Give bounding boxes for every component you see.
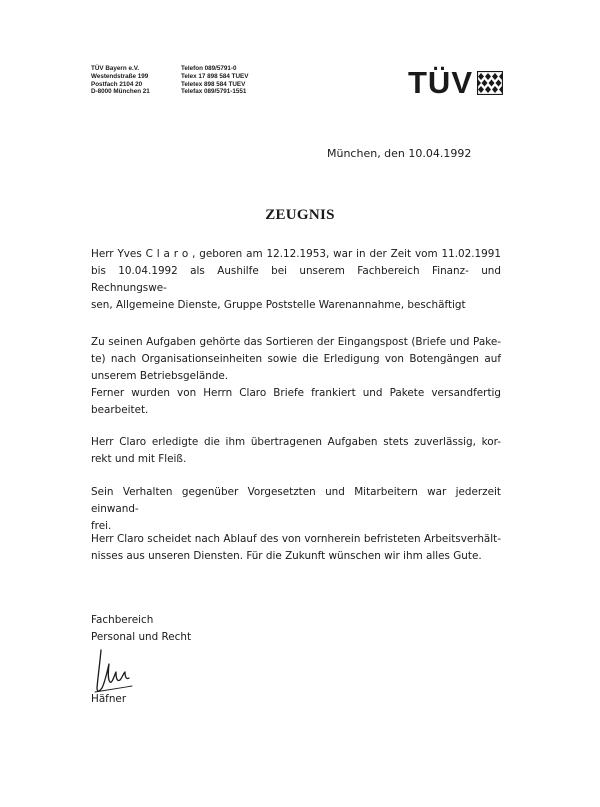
text-line: Herr Claro scheidet nach Ablauf des von vornherein befristeten Arbeitsverhält- (91, 533, 501, 545)
tuev-bavaria-lozenge-icon (477, 71, 503, 95)
sender-line: D-8000 München 21 (91, 88, 150, 96)
paragraph (91, 434, 501, 468)
department-line: Fachbereich (91, 614, 154, 626)
paragraph (91, 531, 501, 565)
sender-line: TÜV Bayern e.V. (91, 65, 140, 72)
contact-info (181, 65, 248, 96)
document-title: ZEUGNIS (265, 207, 335, 223)
text-line: nisses aus unseren Diensten. Für die Zukunft wünschen wir ihm alles Gute. (91, 550, 482, 562)
text-line: unserem Betriebsgelände. (91, 370, 229, 382)
text-line: bis 10.04.1992 als Aushilfe bei unserem Fachbereich Finanz- und Rechnungswe- (91, 265, 501, 294)
contact-line: Telex 17 898 584 TUEV (181, 72, 249, 80)
sender-line: Postfach 2104 20 (91, 80, 143, 88)
sender-line: Westendstraße 199 (91, 72, 149, 80)
tuev-logo (408, 65, 503, 100)
text-line: rekt und mit Fleiß. (91, 453, 187, 465)
contact-line: Telefax 089/5791-1551 (181, 88, 247, 96)
text-line: frei. (91, 520, 112, 532)
text-line: sen, Allgemeine Dienste, Gruppe Poststelle Warenannahme, beschäftigt (91, 299, 466, 311)
text-line: Ferner wurden von Herrn Claro Briefe frankiert und Pakete versandfertig (91, 387, 501, 399)
paragraph (91, 484, 501, 535)
text-line: te) nach Organisationseinheiten sowie die Erledigung von Botengängen auf (91, 353, 501, 365)
text-line: Sein Verhalten gegenüber Vorgesetzten und Mitarbeitern war jederzeit einwand- (91, 486, 501, 515)
text-line: Herr Claro erledigte die ihm übertragenen Aufgaben stets zuverlässig, kor- (91, 436, 501, 448)
sender-address (91, 65, 150, 96)
logo-text: TÜV (408, 65, 473, 100)
handwritten-signature (94, 648, 134, 694)
text-line: bearbeitet. (91, 404, 149, 416)
date-line: München, den 10.04.1992 (327, 147, 472, 160)
text-line: Herr Yves C l a r o , geboren am 12.12.1953, war in der Zeit vom 11.02.1991 (91, 248, 501, 260)
paragraph (91, 334, 501, 419)
contact-line: Teletex 898 584 TUEV (181, 80, 246, 88)
paragraph (91, 246, 501, 314)
text-line: Zu seinen Aufgaben gehörte das Sortieren der Eingangspost (Briefe und Pake- (91, 336, 501, 348)
department-line: Personal und Recht (91, 631, 192, 643)
signatory-name: Häfner (91, 693, 127, 705)
contact-line: Telefon 089/5791-0 (181, 65, 237, 72)
